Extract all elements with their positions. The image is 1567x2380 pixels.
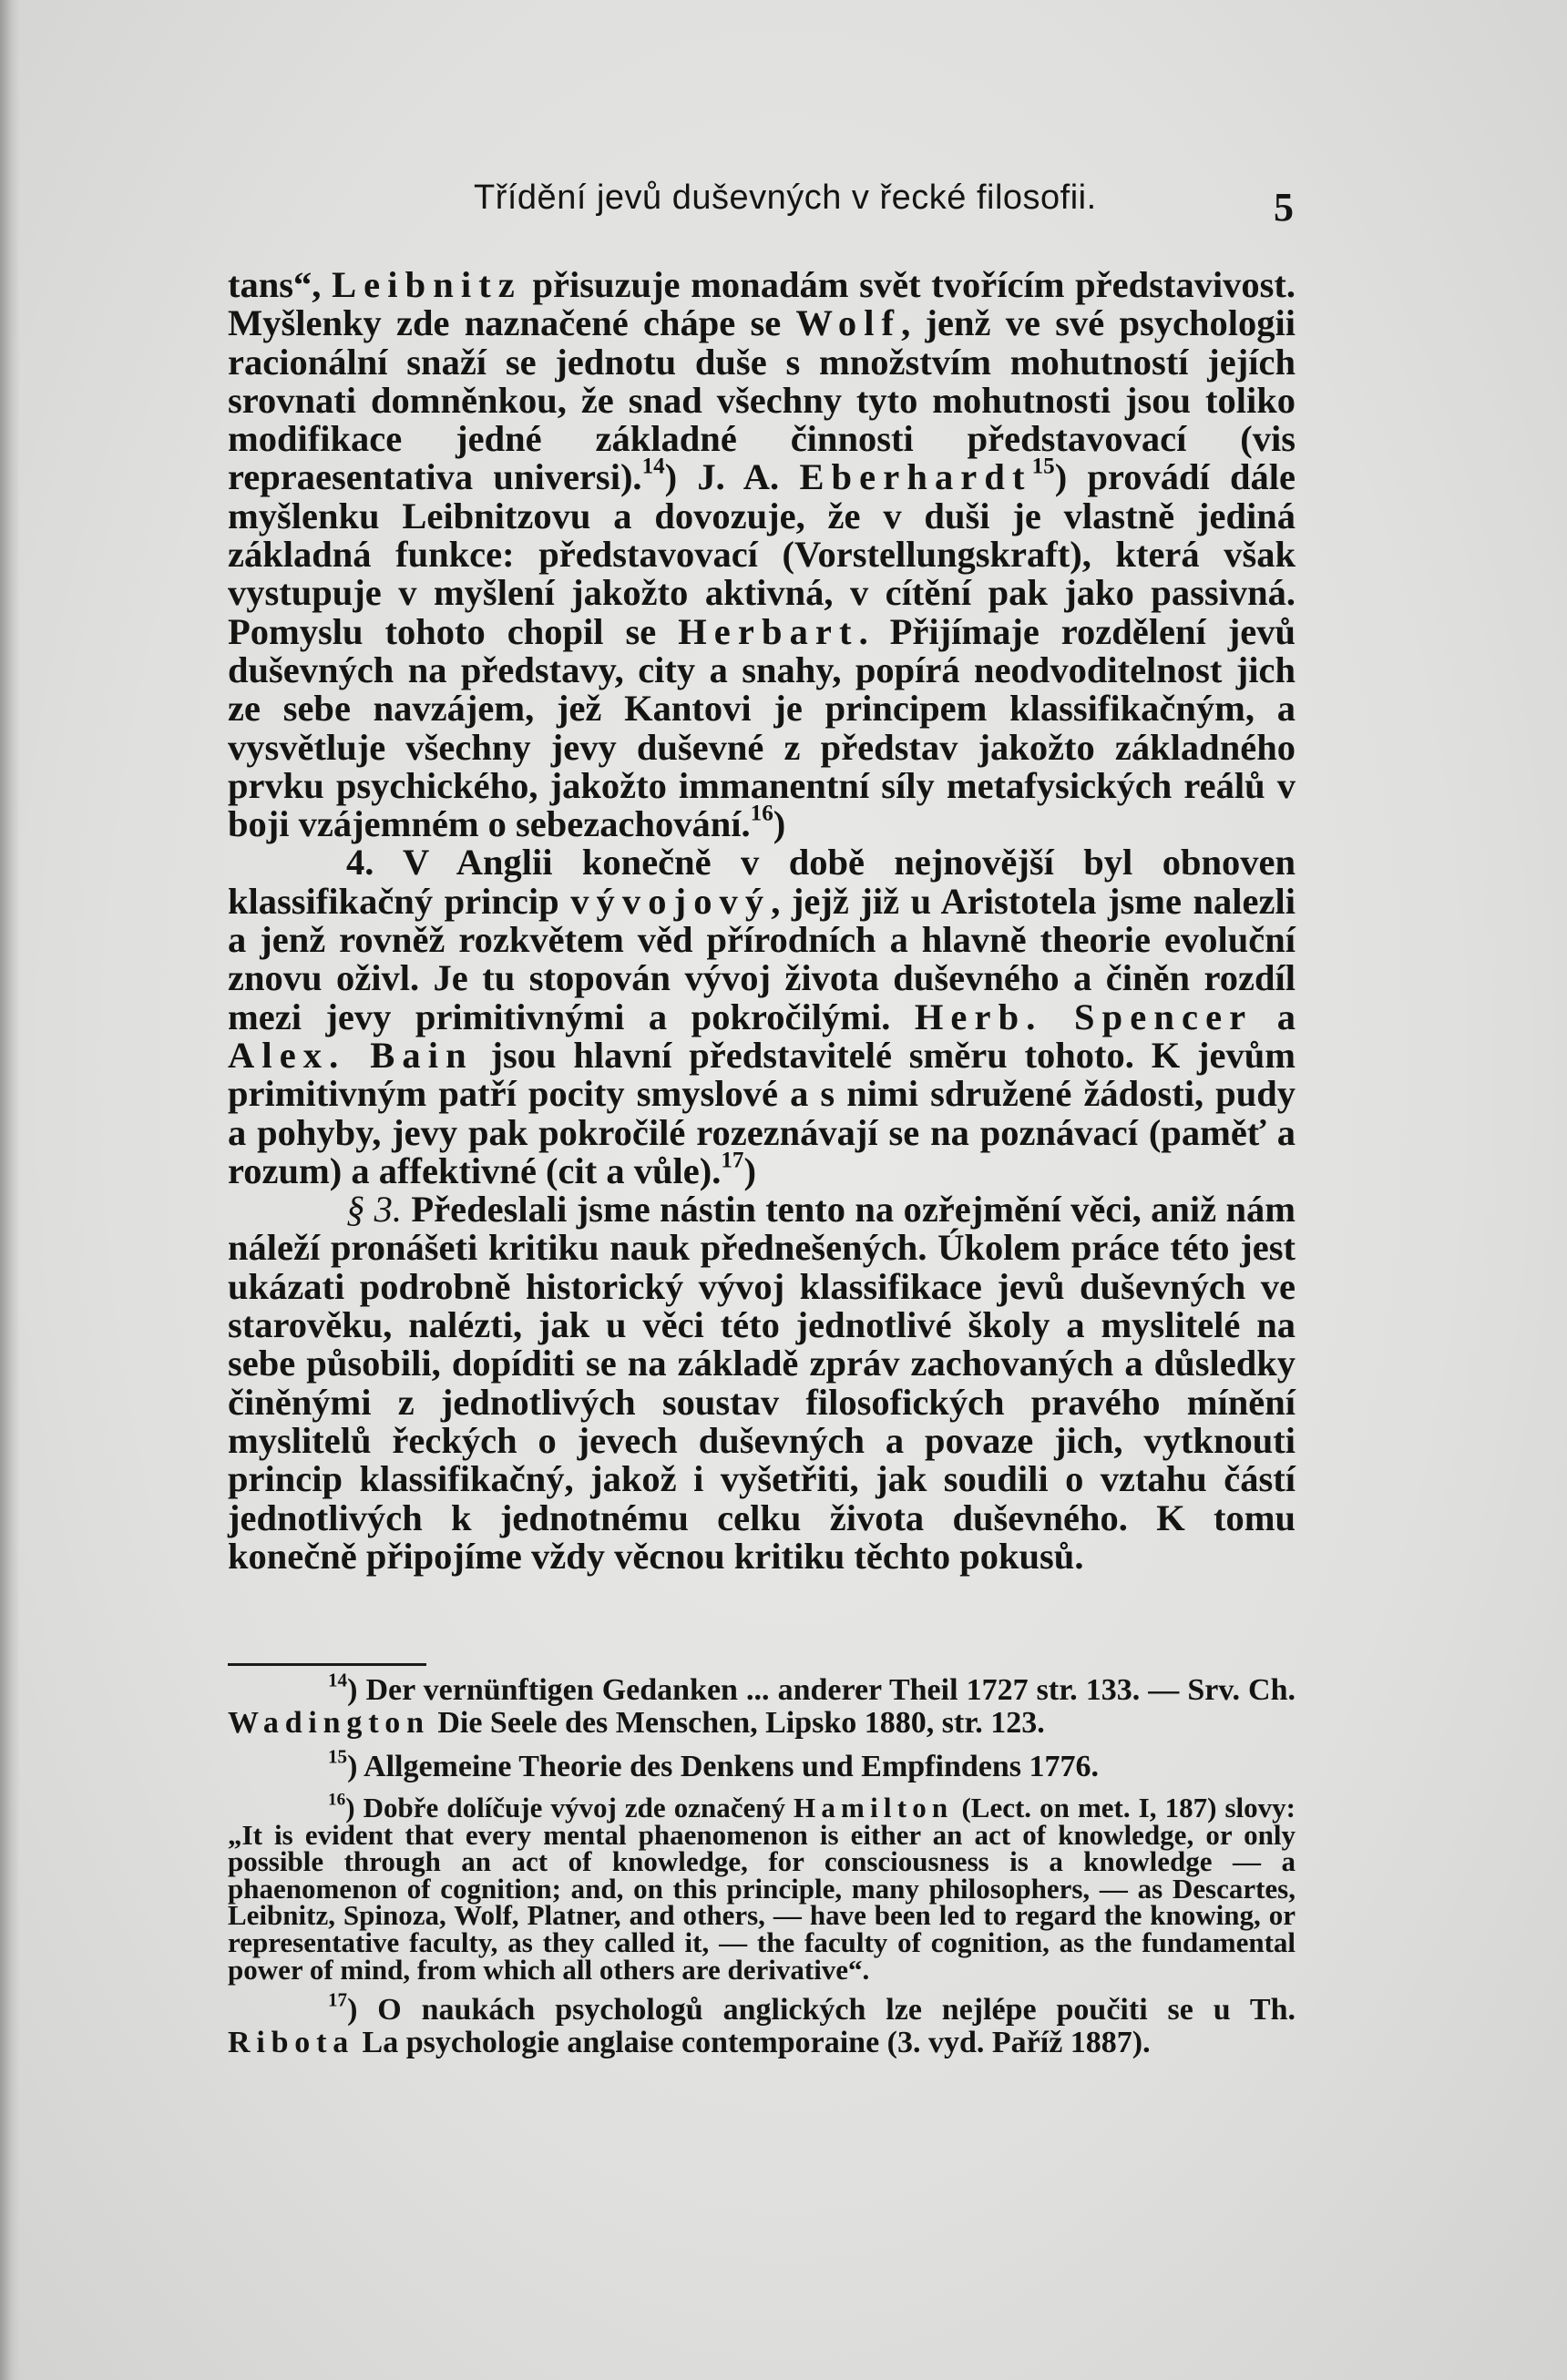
footnote-number: 16: [328, 1790, 346, 1810]
paragraph-2: [228, 843, 1296, 1190]
name-leibnitz: Leibnitz: [332, 264, 522, 305]
text-run: Předeslali jsme nástin tento na ozřejmění věci, aniž nám náleží pronášeti kritiku nauk přednešených. Úkolem práce této jest ukázati podrobně historický vývoj klassifikace jevů duševných ve starověku, nalézti, jak u věci této jednotlivé školy a myslitelé na sebe působili, dopíditi se na základě zpráv zachovaných a důsledky činěnými z jednotlivých soustav filosofických pravého mínění myslitelů řeckých o jevech duševných a povaze jich, vytknouti princip klassifikačný, jakož i vyšetřiti, jak soudili o vztahu částí jednotlivých k jednotnému celku života duševného. K tomu konečně připojíme vždy věcnou kritiku těchto pokusů.: [228, 1189, 1296, 1577]
footnote-number: 17: [328, 1988, 348, 2011]
name-wadington: Wadington: [228, 1706, 430, 1740]
text-run: tans“,: [228, 264, 333, 305]
running-title: Třídění jevů duševných v řecké filosofii.: [474, 179, 1097, 217]
footnote-number: 14: [328, 1669, 348, 1691]
text-run: ): [773, 803, 786, 845]
text-run: ) J. A.: [664, 456, 800, 498]
footnote-number: 15: [328, 1745, 348, 1768]
section-number: § 3.: [346, 1189, 403, 1231]
text-run: ) Der vernünftigen Gedanken ... anderer Theil 1727 str. 133. — Srv. Ch.: [347, 1673, 1296, 1707]
footnote-ref-17: 17: [721, 1148, 744, 1173]
paragraph-3: [228, 1190, 1296, 1576]
name-spencer: Herb. Spencer: [914, 996, 1254, 1037]
name-wolf: Wolf: [795, 302, 902, 344]
name-eberhardt: Eberhardt: [799, 456, 1032, 498]
footnote-ref-15: 15: [1031, 454, 1055, 479]
footnote-17: [228, 1988, 1296, 2060]
name-hamilton: Hamilton: [794, 1792, 954, 1823]
text-run: a: [1253, 996, 1296, 1037]
name-herbart: Herbart: [678, 610, 859, 652]
text-run: ) Dobře dolíčuje vývoj zde označený: [345, 1792, 794, 1823]
text-run: ) Allgemeine Theorie des Denkens und Empfindens 1776.: [347, 1750, 1099, 1783]
name-ribota: Ribota: [228, 2026, 355, 2060]
text-run: jsou hlavní představitelé směru tohoto. K jevům primitivným patří pocity smyslové a s nimi sdružené žádosti, pudy a pohyby, jevy pak pokročilé rozeznávají se na poznávací (paměť a rozum) a affektivné (cit a vůle).: [228, 1034, 1296, 1191]
text-run: . Přijímaje rozdělení jevů duševných na představy, city a snahy, popírá neodvoditelnost jich ze sebe navzájem, jež Kantovi je principem klassifikačným, a vysvětluje všechny jevy duševné z představ jakožto základného prvku psychického, jakožto immanentní síly metafysických reálů v boji vzájemném o sebezachování.: [228, 610, 1296, 845]
page-edge-shadow: [0, 0, 20, 2380]
footnote-divider: [228, 1663, 426, 1666]
footnote-16: [228, 1790, 1296, 1986]
text-run: 4. V Anglii konečně v době nejnovější byl obnoven klassifikačný princip: [228, 842, 1296, 922]
text-run: ) provádí dále myšlenku Leibnitzovu a dovozuje, že v duši je vlastně jediná základná funkce: představovací (Vorstellungskraft), která však vystupuje v myšlení jakožto aktivná, v cítění pak jako passivná. Pomyslu tohoto chopil se: [228, 456, 1296, 652]
page-number: 5: [1274, 185, 1294, 230]
page-header: [228, 179, 1294, 233]
text-run: ) O naukách psychologů anglických lze nejlépe poučiti se u Th.: [347, 1993, 1296, 2028]
text-run: La psychologie anglaise contemporaine (3. vyd. Paříž 1887).: [354, 2026, 1151, 2060]
footnote-15: [228, 1745, 1296, 1783]
footnote-ref-14: 14: [641, 454, 665, 479]
text-run: přisuzuje monadám svět tvořícím představivost. Myšlenky zde naznačené chápe se: [228, 264, 1296, 344]
term-vyvojovy: vývojový: [570, 880, 772, 922]
name-bain: Alex. Bain: [228, 1034, 474, 1076]
footnote-14: [228, 1669, 1296, 1740]
text-run: , jenž ve své psychologii racionální snaží se jednotu duše s množstvím mohutností jejích srovnati domněnkou, že snad všechny tyto mohutnosti jsou toliko modifikace jedné základné činnosti představovací (vis repraesentativa universi).: [228, 302, 1296, 498]
paragraph-1: [228, 266, 1296, 843]
footnotes: [228, 1669, 1296, 2070]
text-run: , jejž již u Aristotela jsme nalezli a jenž rovněž rozkvětem věd přírodních a hlavně theorie evoluční znovu oživl. Je tu stopován vývoj života duševného a činěn rozdíl mezi jevy primitivnými a pokročilými.: [228, 880, 1296, 1037]
footnote-ref-16: 16: [750, 801, 773, 826]
text-run: Die Seele des Menschen, Lipsko 1880, str. 123.: [429, 1706, 1045, 1740]
body-text: [228, 266, 1296, 1576]
text-run: ): [743, 1149, 756, 1191]
text-run: (Lect. on met. I, 187) slovy: „It is evident that every mental phaenomenon is either an act of knowledge, or only possible through an act of knowledge, for consciousness is a knowledge — a phaenomenon of cognition; and, on this principle, many philosophers, — as Descartes, Leibnitz, Spinoza, Wolf, Platner, and others, — have been led to regard the knowing, or representative faculty, as they called it, — the faculty of cognition, as the fundamental power of mind, from which all others are derivative“.: [228, 1792, 1296, 1986]
